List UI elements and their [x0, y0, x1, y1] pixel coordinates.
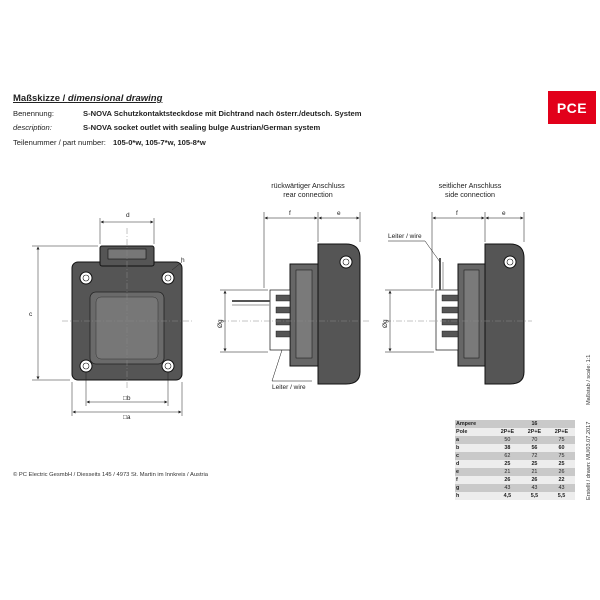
front-view	[32, 218, 192, 416]
dim-label-c: c	[29, 311, 33, 318]
scale-note: Maßstab / scale: 1:1	[586, 354, 592, 405]
table-row: g 43 43 43	[455, 484, 575, 492]
meta-part-number: Teilenummer / part number: 105-0*w, 105-7*w, 105-8*w	[13, 138, 206, 147]
dim-label-d: d	[126, 212, 130, 219]
table-row-pole: Pole 2P+E 2P+E 2P+E	[455, 428, 575, 436]
created-note: Erstellt / drawn: MU/03.07.2017	[586, 421, 592, 500]
table-row: a 50 70 75	[455, 436, 575, 444]
document-title: Maßskizze / dimensional drawing	[13, 93, 163, 104]
rear-dim-label-f: f	[289, 210, 291, 217]
table-row: f 26 26 22	[455, 476, 575, 484]
rear-wire-label: Leiter / wire	[272, 384, 306, 391]
table-row-ampere: Ampere 16	[455, 420, 575, 428]
side-dim-label-g: Øg	[382, 319, 389, 328]
dim-label-b: □b	[123, 395, 131, 402]
rear-dim-label-g: Øg	[217, 319, 224, 328]
table-row: e 21 21 26	[455, 468, 575, 476]
pce-logo: PCE	[548, 91, 596, 124]
side-dim-label-f: f	[456, 210, 458, 217]
side-view-title: seitlicher Anschluss side connection	[438, 181, 502, 199]
dimension-table	[455, 420, 575, 500]
table-row: h 4,5 5,5 5,5	[455, 492, 575, 500]
meta-benennung: Benennung: S-NOVA Schutzkontaktsteckdose mit Dichtrand nach österr./deutsch. System	[13, 109, 362, 118]
side-dim-label-e: e	[502, 210, 506, 217]
rear-view	[220, 212, 370, 384]
footer-copyright: © PC Electric GesmbH / Diesseits 145 / 4973 St. Martin im Innkreis / Austria	[13, 472, 208, 478]
dim-label-h: h	[181, 257, 185, 264]
table-row: c 62 72 75	[455, 452, 575, 460]
meta-description: description: S-NOVA socket outlet with sealing bulge Austrian/German system	[13, 123, 321, 132]
table-row: b 38 56 60	[455, 444, 575, 452]
rear-dim-label-e: e	[337, 210, 341, 217]
table-row: d 25 25 25	[455, 460, 575, 468]
side-wire-label: Leiter / wire	[388, 233, 422, 240]
dim-label-a: □a	[123, 414, 131, 421]
rear-view-title: rückwärtiger Anschluss rear connection	[271, 181, 345, 199]
